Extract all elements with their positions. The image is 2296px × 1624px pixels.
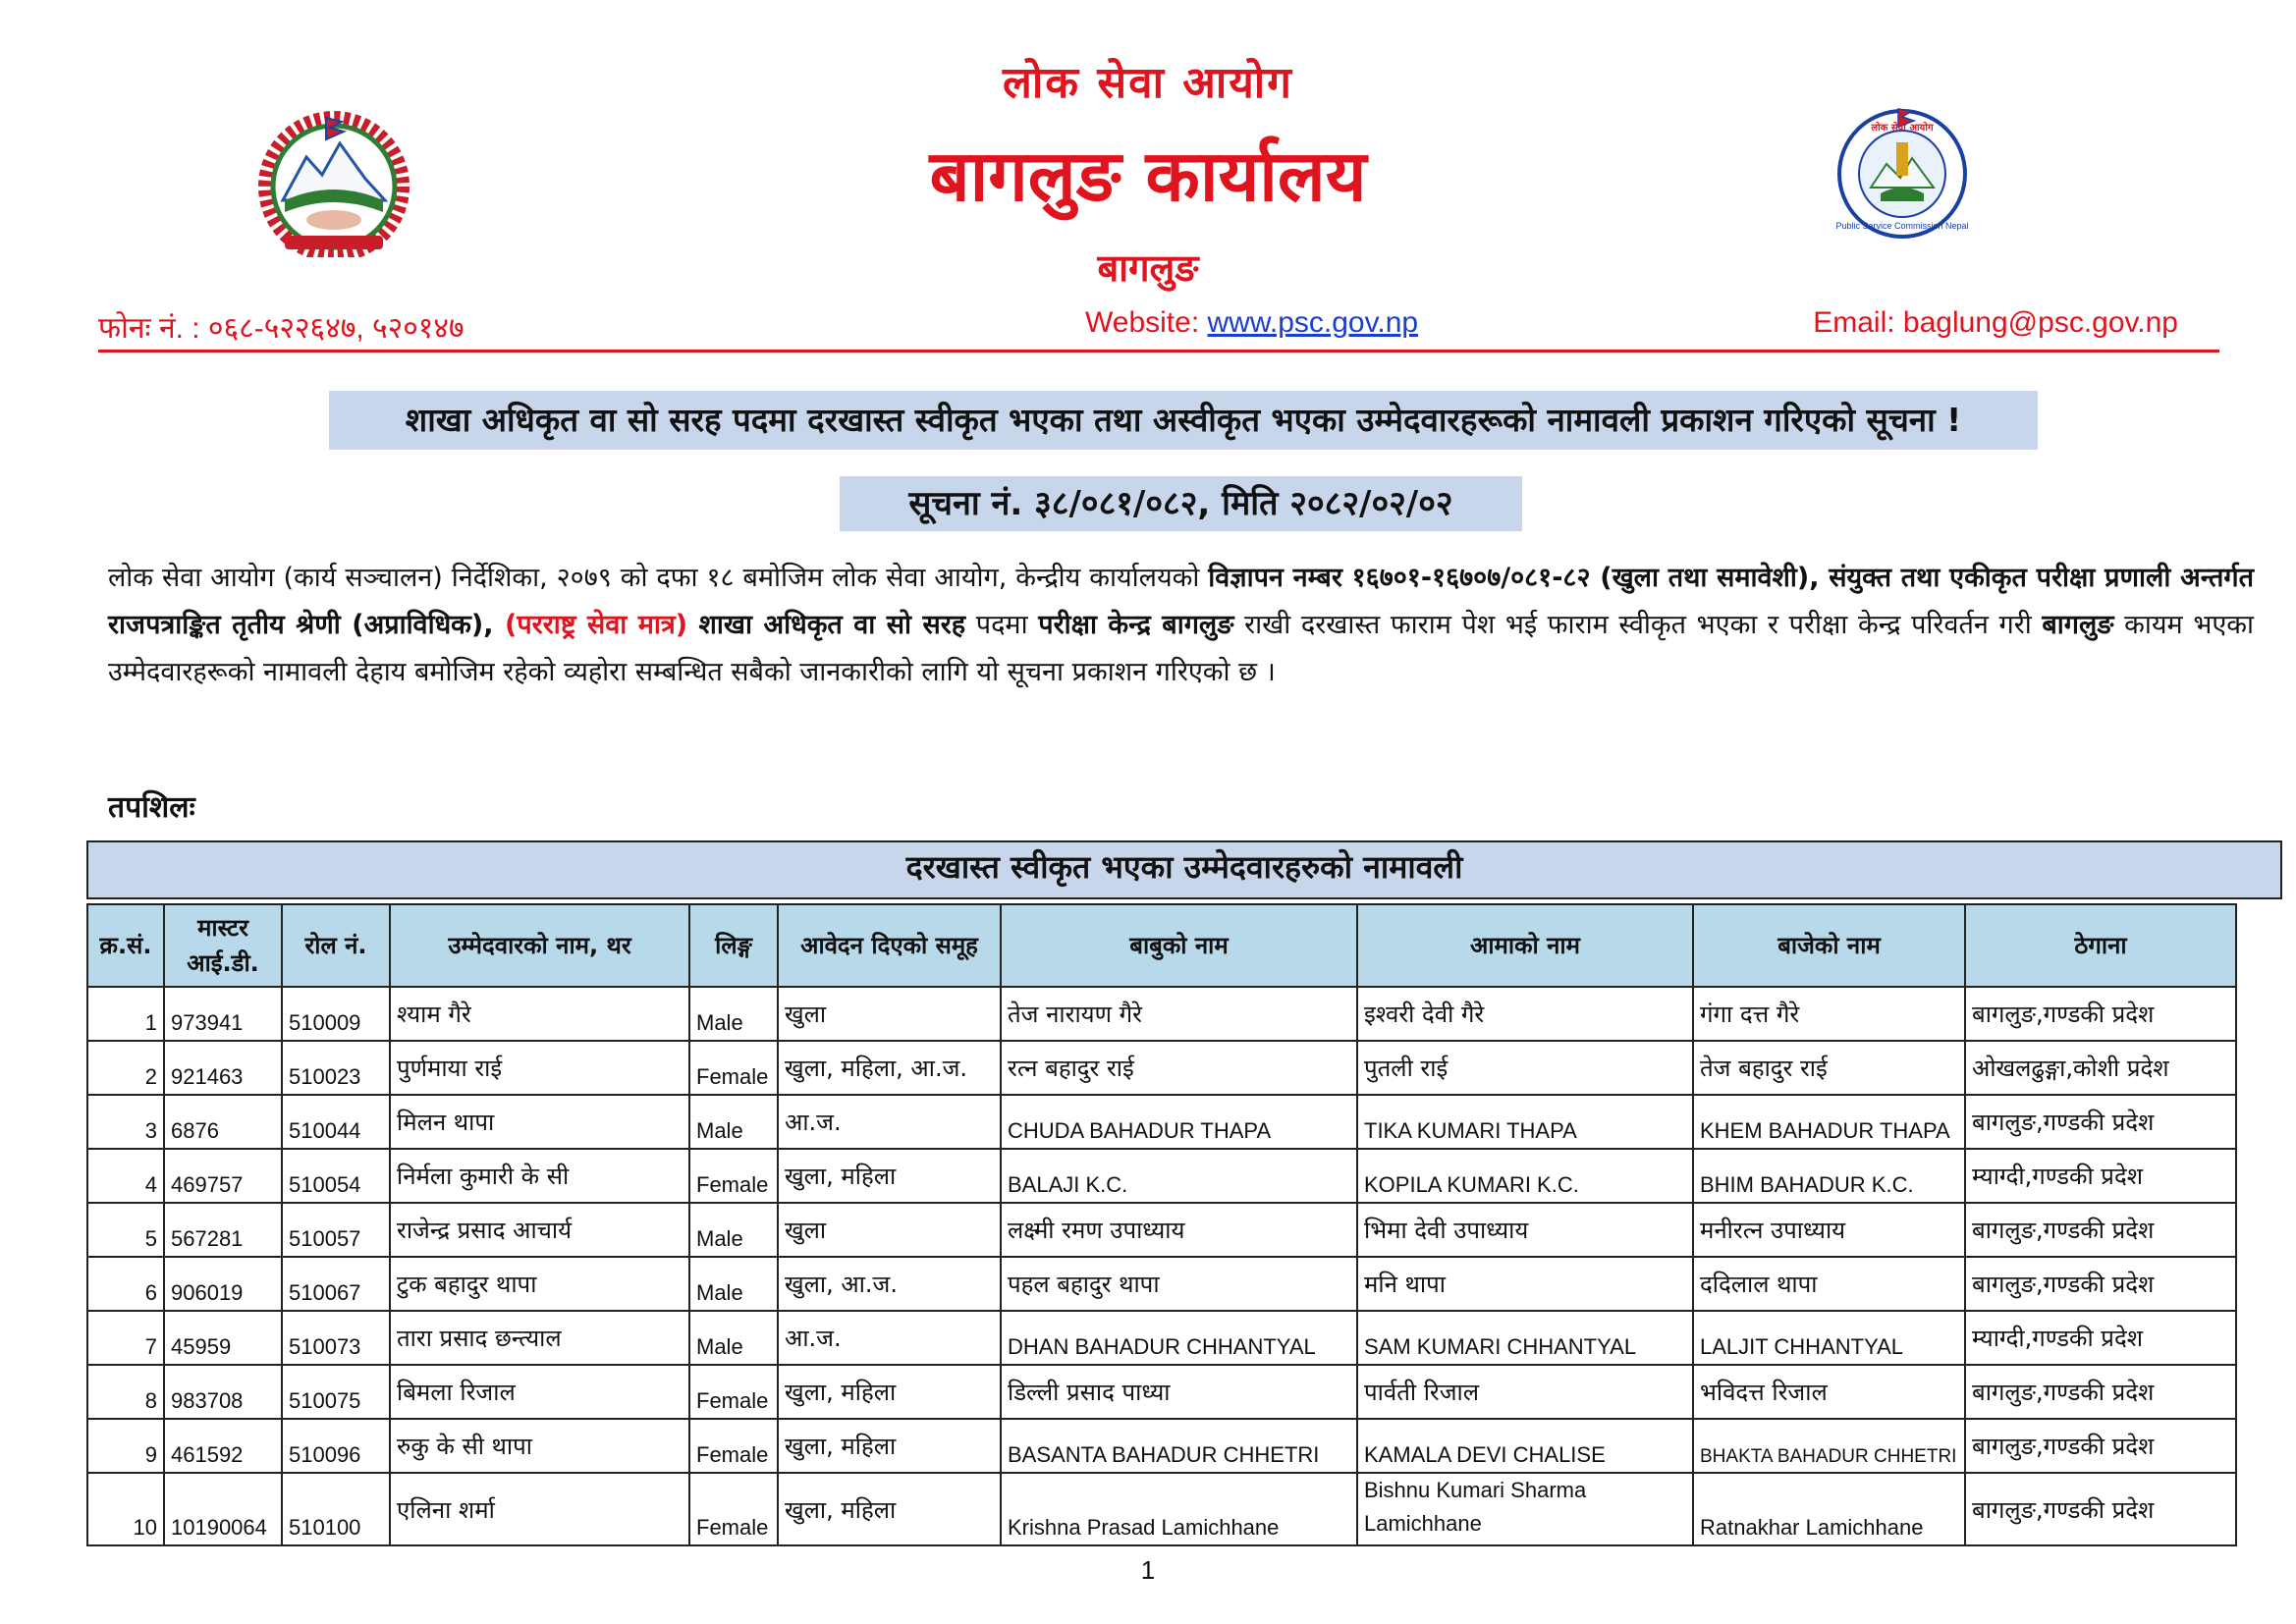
table-row <box>87 1311 2236 1365</box>
cell-gender: Female <box>689 1473 778 1545</box>
cell-gender: Female <box>689 1419 778 1473</box>
cell-sn: 5 <box>87 1203 164 1257</box>
cell-master-id: 45959 <box>164 1311 282 1365</box>
cell-grandfather: Ratnakhar Lamichhane <box>1693 1473 1965 1545</box>
table-row <box>87 1095 2236 1149</box>
cell-father: तेज नारायण गैरे <box>1001 987 1357 1041</box>
cell-sn: 3 <box>87 1095 164 1149</box>
cell-roll: 510054 <box>282 1149 390 1203</box>
notice-number: सूचना नं. ३८/०८१/०८२, मिति २०८२/०२/०२ <box>840 476 1522 531</box>
cell-roll: 510073 <box>282 1311 390 1365</box>
psc-logo-top-text: लोक सेवा आयोग <box>1871 123 1934 134</box>
cell-master-id: 10190064 <box>164 1473 282 1545</box>
cell-roll: 510075 <box>282 1365 390 1419</box>
cell-grandfather: तेज बहादुर राई <box>1693 1041 1965 1095</box>
cell-name: तारा प्रसाद छन्त्याल <box>390 1311 689 1365</box>
cell-name: निर्मला कुमारी के सी <box>390 1149 689 1203</box>
col-header-roll: रोल नं. <box>282 904 390 987</box>
cell-group: आ.ज. <box>778 1095 1001 1149</box>
org-title: लोक सेवा आयोग <box>1003 58 1293 108</box>
cell-name: बिमला रिजाल <box>390 1365 689 1419</box>
cell-gender: Male <box>689 987 778 1041</box>
cell-father: BASANTA BAHADUR CHHETRI <box>1001 1419 1357 1473</box>
cell-mother: भिमा देवी उपाध्याय <box>1357 1203 1693 1257</box>
cell-father: DHAN BAHADUR CHHANTYAL <box>1001 1311 1357 1365</box>
cell-roll: 510096 <box>282 1419 390 1473</box>
cell-master-id: 906019 <box>164 1257 282 1311</box>
cell-group: आ.ज. <box>778 1311 1001 1365</box>
para-bold-baglung: बागलुङ <box>2042 610 2114 640</box>
col-header-group: आवेदन दिएको समूह <box>778 904 1001 987</box>
header-divider <box>98 350 2219 352</box>
candidate-table <box>86 903 2237 1546</box>
table-banner: दरखास्त स्वीकृत भएका उम्मेदवारहरुको नामावली <box>86 840 2282 899</box>
cell-master-id: 983708 <box>164 1365 282 1419</box>
cell-roll: 510044 <box>282 1095 390 1149</box>
col-header-sn: क्र.सं. <box>87 904 164 987</box>
para-part-2: पदमा <box>965 610 1039 640</box>
table-row <box>87 1203 2236 1257</box>
col-header-name: उम्मेदवारको नाम, थर <box>390 904 689 987</box>
cell-grandfather: LALJIT CHHANTYAL <box>1693 1311 1965 1365</box>
website-label: Website: <box>1085 306 1200 339</box>
table-row <box>87 1041 2236 1095</box>
notice-paragraph <box>108 555 2254 696</box>
cell-gender: Male <box>689 1203 778 1257</box>
table-row <box>87 1149 2236 1203</box>
cell-group: खुला, महिला <box>778 1365 1001 1419</box>
office-title: बागलुङ कार्यालय <box>929 135 1367 217</box>
cell-grandfather: गंगा दत्त गैरे <box>1693 987 1965 1041</box>
cell-mother: SAM KUMARI CHHANTYAL <box>1357 1311 1693 1365</box>
cell-grandfather: ददिलाल थापा <box>1693 1257 1965 1311</box>
cell-grandfather: भविदत्त रिजाल <box>1693 1365 1965 1419</box>
cell-father: पहल बहादुर थापा <box>1001 1257 1357 1311</box>
cell-address: ओखलढुङ्गा,कोशी प्रदेश <box>1965 1041 2236 1095</box>
cell-mother: इश्वरी देवी गैरे <box>1357 987 1693 1041</box>
para-bold-post: शाखा अधिकृत वा सो सरह <box>687 610 966 640</box>
website-line <box>1085 306 1418 340</box>
cell-address: बागलुङ,गण्डकी प्रदेश <box>1965 1257 2236 1311</box>
cell-father: Krishna Prasad Lamichhane <box>1001 1473 1357 1545</box>
cell-grandfather: मनीरत्न उपाध्याय <box>1693 1203 1965 1257</box>
cell-group: खुला, महिला <box>778 1473 1001 1545</box>
cell-father: लक्ष्मी रमण उपाध्याय <box>1001 1203 1357 1257</box>
city-title: बागलुङ <box>1097 246 1199 290</box>
details-label: तपशिलः <box>108 790 195 825</box>
cell-name: मिलन थापा <box>390 1095 689 1149</box>
cell-father: CHUDA BAHADUR THAPA <box>1001 1095 1357 1149</box>
cell-master-id: 921463 <box>164 1041 282 1095</box>
cell-group: खुला, महिला <box>778 1149 1001 1203</box>
cell-grandfather: KHEM BAHADUR THAPA <box>1693 1095 1965 1149</box>
table-row <box>87 987 2236 1041</box>
col-header-gender: लिङ्ग <box>689 904 778 987</box>
cell-address: म्याग्दी,गण्डकी प्रदेश <box>1965 1311 2236 1365</box>
para-part-3: राखी दरखास्त फाराम पेश भई फाराम स्वीकृत भएका र परीक्षा केन्द्र परिवर्तन गरी <box>1233 610 2043 640</box>
cell-roll: 510023 <box>282 1041 390 1095</box>
cell-address: बागलुङ,गण्डकी प्रदेश <box>1965 1473 2236 1545</box>
cell-gender: Female <box>689 1149 778 1203</box>
cell-group: खुला, महिला <box>778 1419 1001 1473</box>
cell-roll: 510009 <box>282 987 390 1041</box>
cell-address: बागलुङ,गण्डकी प्रदेश <box>1965 987 2236 1041</box>
cell-name: एलिना शर्मा <box>390 1473 689 1545</box>
cell-grandfather: BHIM BAHADUR K.C. <box>1693 1149 1965 1203</box>
cell-roll: 510100 <box>282 1473 390 1545</box>
cell-master-id: 461592 <box>164 1419 282 1473</box>
cell-mother: KAMALA DEVI CHALISE <box>1357 1419 1693 1473</box>
cell-gender: Female <box>689 1365 778 1419</box>
cell-father: डिल्ली प्रसाद पाध्या <box>1001 1365 1357 1419</box>
table-row <box>87 1473 2236 1545</box>
nepal-emblem-icon <box>246 110 422 257</box>
cell-father: रत्न बहादुर राई <box>1001 1041 1357 1095</box>
cell-sn: 9 <box>87 1419 164 1473</box>
table-row <box>87 1365 2236 1419</box>
cell-group: खुला, महिला, आ.ज. <box>778 1041 1001 1095</box>
cell-master-id: 469757 <box>164 1149 282 1203</box>
cell-name: श्याम गैरे <box>390 987 689 1041</box>
cell-group: खुला <box>778 987 1001 1041</box>
cell-sn: 1 <box>87 987 164 1041</box>
cell-mother: KOPILA KUMARI K.C. <box>1357 1149 1693 1203</box>
para-part-1: लोक सेवा आयोग (कार्य सञ्चालन) निर्देशिका, २०७९ को दफा १८ बमोजिम लोक सेवा आयोग, केन्द्रीय कार्यालयको <box>108 563 1209 593</box>
cell-sn: 2 <box>87 1041 164 1095</box>
cell-sn: 8 <box>87 1365 164 1419</box>
cell-sn: 7 <box>87 1311 164 1365</box>
cell-sn: 4 <box>87 1149 164 1203</box>
cell-sn: 6 <box>87 1257 164 1311</box>
cell-roll: 510057 <box>282 1203 390 1257</box>
cell-mother: मनि थापा <box>1357 1257 1693 1311</box>
cell-address: म्याग्दी,गण्डकी प्रदेश <box>1965 1149 2236 1203</box>
website-link[interactable]: www.psc.gov.np <box>1207 306 1419 339</box>
notice-title: शाखा अधिकृत वा सो सरह पदमा दरखास्त स्वीकृत भएका तथा अस्वीकृत भएका उम्मेदवारहरूको नामावली प्रकाशन गरिएको सूचना ! <box>329 391 2038 450</box>
phone-number: फोनः नं. : ०६८-५२२६४७, ५२०१४७ <box>98 312 465 345</box>
cell-address: बागलुङ,गण्डकी प्रदेश <box>1965 1365 2236 1419</box>
cell-master-id: 6876 <box>164 1095 282 1149</box>
cell-master-id: 567281 <box>164 1203 282 1257</box>
col-header-address: ठेगाना <box>1965 904 2236 987</box>
col-header-grandfather: बाजेको नाम <box>1693 904 1965 987</box>
table-row <box>87 1257 2236 1311</box>
cell-mother: Bishnu Kumari Sharma Lamichhane <box>1357 1473 1693 1545</box>
col-header-father: बाबुको नाम <box>1001 904 1357 987</box>
cell-mother: पार्वती रिजाल <box>1357 1365 1693 1419</box>
cell-name: राजेन्द्र प्रसाद आचार्य <box>390 1203 689 1257</box>
cell-gender: Male <box>689 1257 778 1311</box>
cell-roll: 510067 <box>282 1257 390 1311</box>
para-part-4: कायम भएका उम्मेदवारहरूको नामावली देहाय बमोजिम रहेको व्यहोरा सम्बन्धित सबैको जानकारीको लागि यो सूचना प्रकाशन गरिएको छ । <box>108 610 2254 687</box>
cell-father: BALAJI K.C. <box>1001 1149 1357 1203</box>
cell-group: खुला, आ.ज. <box>778 1257 1001 1311</box>
cell-master-id: 973941 <box>164 987 282 1041</box>
cell-name: रुकु के सी थापा <box>390 1419 689 1473</box>
para-red-note: (परराष्ट्र सेवा मात्र) <box>493 610 688 640</box>
cell-gender: Male <box>689 1311 778 1365</box>
page-number: 1 <box>1140 1555 1156 1585</box>
table-header-row <box>87 904 2236 987</box>
para-bold-center: परीक्षा केन्द्र बागलुङ <box>1038 610 1234 640</box>
cell-name: टुक बहादुर थापा <box>390 1257 689 1311</box>
para-bold-advert: विज्ञापन नम्बर १६७०१-१६७०७/०८१-८२ (खुला तथा समावेशी), संयुक्त तथा एकीकृत परीक्षा प्रणाली अन्तर्गत राजपत्राङ्कित तृतीय श्रेणी (अप्राविधिक), <box>108 563 2255 640</box>
col-header-master-id: मास्टर आई.डी. <box>164 904 282 987</box>
psc-logo-bottom-text: Public Service Commission Nepal <box>1835 221 1969 231</box>
cell-sn: 10 <box>87 1473 164 1545</box>
email-address: Email: baglung@psc.gov.np <box>1813 306 2178 339</box>
cell-mother: TIKA KUMARI THAPA <box>1357 1095 1693 1149</box>
cell-address: बागलुङ,गण्डकी प्रदेश <box>1965 1095 2236 1149</box>
psc-emblem-icon <box>1822 103 1984 241</box>
cell-grandfather: BHAKTA BAHADUR CHHETRI <box>1693 1419 1965 1473</box>
table-row <box>87 1419 2236 1473</box>
cell-address: बागलुङ,गण्डकी प्रदेश <box>1965 1419 2236 1473</box>
cell-mother: पुतली राई <box>1357 1041 1693 1095</box>
cell-gender: Male <box>689 1095 778 1149</box>
cell-name: पुर्णमाया राई <box>390 1041 689 1095</box>
col-header-mother: आमाको नाम <box>1357 904 1693 987</box>
cell-group: खुला <box>778 1203 1001 1257</box>
cell-address: बागलुङ,गण्डकी प्रदेश <box>1965 1203 2236 1257</box>
cell-gender: Female <box>689 1041 778 1095</box>
